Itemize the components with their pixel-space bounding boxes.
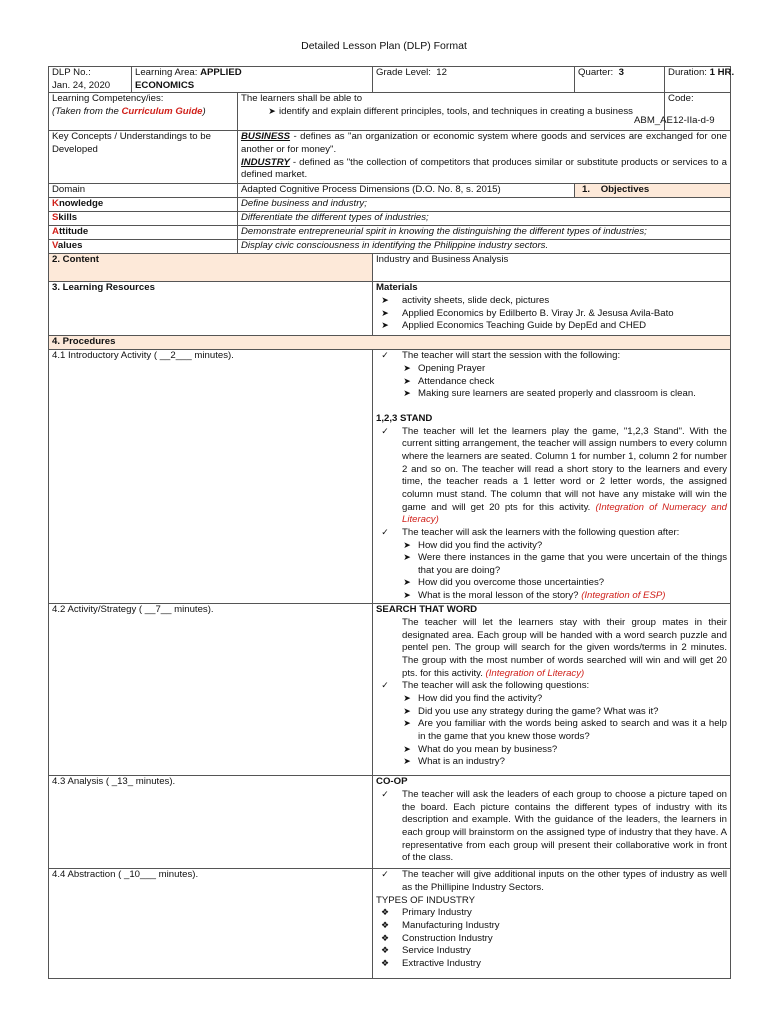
resource-item — [376, 308, 727, 321]
strategy-content — [373, 604, 731, 776]
industry-type-text: Construction Industry — [402, 932, 493, 944]
analysis-minutes: _13_ — [111, 776, 134, 788]
check-bullet-icon: ✓ — [381, 526, 389, 537]
start-item-text: Attendance check — [418, 375, 495, 387]
esp-integration: (Integration of ESP) — [581, 590, 666, 602]
dlp-date: Jan. 24, 2020 — [52, 79, 111, 91]
skills-rest: kills — [58, 212, 78, 224]
arrow-bullet-icon: ➤ — [403, 590, 411, 601]
diamond-bullet-icon: ❖ — [380, 907, 390, 918]
intro-minutes: __2___ — [159, 350, 192, 362]
objectives-header — [575, 184, 731, 198]
dlp-cell — [49, 67, 132, 93]
industry-type-text: Service Industry — [402, 945, 471, 957]
content-label: 2. Content — [49, 254, 373, 282]
question-text: Are you familiar with the words being asked to search and was it a help in the game that you knew those words? — [418, 718, 728, 742]
domain-value: Adapted Cognitive Process Dimensions (D.O. No. 8, s. 2015) — [238, 184, 575, 198]
key-concepts-label: Key Concepts / Understandings to be Developed — [49, 131, 238, 184]
arrow-bullet-icon: ➤ — [403, 743, 411, 754]
arrow-bullet-icon: ➤ — [381, 320, 389, 331]
procedures-label: 4. Procedures — [49, 336, 731, 350]
analysis-row — [49, 776, 731, 869]
question-text: What is an industry? — [418, 756, 505, 768]
question-item — [376, 693, 727, 706]
question-item — [376, 540, 727, 553]
duration-value: 1 HR. — [709, 67, 735, 78]
arrow-bullet-icon: ➤ — [381, 307, 389, 318]
question-item — [376, 744, 727, 757]
skills-label — [49, 212, 238, 226]
header-row — [49, 67, 731, 93]
arrow-bullet-icon: ➤ — [403, 552, 411, 563]
diamond-bullet-icon: ❖ — [380, 932, 390, 943]
start-item-text: Opening Prayer — [418, 362, 486, 374]
resources-label: 3. Learning Resources — [49, 282, 373, 336]
industry-type-text: Primary Industry — [402, 907, 472, 919]
arrow-bullet-icon: ➤ — [403, 756, 411, 767]
industry-type-text: Extractive Industry — [402, 957, 481, 969]
arrow-bullet-icon: ➤ — [268, 105, 276, 116]
industry-type-text: Manufacturing Industry — [402, 919, 500, 931]
knowledge-rest: nowledge — [58, 198, 104, 210]
question-item — [376, 718, 727, 743]
strategy-title: SEARCH THAT WORD — [376, 604, 478, 616]
dlp-no-label: DLP No.: — [52, 67, 91, 78]
code-cell — [634, 93, 731, 131]
code-label: Code: — [668, 93, 694, 105]
grade-level-value: 12 — [436, 67, 447, 78]
industry-type-item — [376, 920, 727, 933]
question-item — [376, 706, 727, 719]
resource-item — [376, 320, 727, 333]
skills-cap: S — [52, 212, 59, 224]
content-value: Industry and Business Analysis — [373, 254, 731, 282]
arrow-bullet-icon: ➤ — [403, 718, 411, 729]
resources-value-cell — [373, 282, 731, 336]
question-item — [376, 756, 727, 769]
question-text: How did you find the activity? — [418, 692, 543, 704]
competency-value-cell — [238, 93, 665, 131]
resource-item-text: Applied Economics Teaching Guide by DepEd and CHED — [402, 320, 647, 332]
taken-from-prefix: (Taken from the — [52, 105, 122, 117]
learning-area-label: Learning Area: — [135, 67, 198, 78]
check-bullet-icon: ✓ — [381, 350, 389, 361]
abstraction-minutes: _10___ — [124, 869, 157, 881]
arrow-bullet-icon: ➤ — [381, 294, 389, 305]
attitude-rest: ttitude — [58, 226, 89, 238]
strategy-row — [49, 604, 731, 776]
question-text: What is the moral lesson of the story? — [418, 590, 582, 602]
game-integration: (Integration of Numeracy and Literacy) — [402, 501, 728, 526]
values-rest: alues — [57, 240, 83, 252]
resource-item-text: activity sheets, slide deck, pictures — [402, 294, 550, 306]
start-item-text: Making sure learners are seated properly and classroom is clean. — [418, 388, 696, 400]
check-bullet-icon: ✓ — [381, 680, 389, 691]
industry-type-item — [376, 958, 727, 971]
game-description: The teacher will let the learners play the game, "1,2,3 Stand". With the current sitting arrangement, the teacher will assign numbers to every column where the learners are seated. Column 1 for number 1, column 2 for number 2 and so on. The teacher will read a short story to the learners and every time, the teacher reads a 1 letter word or 2 letter words, the assigned column must stand. The column that will not have any mistake will win the game and will get 20 pts for this activity. — [402, 425, 728, 513]
skills-value: Differentiate the different types of industries; — [238, 212, 731, 226]
objectives-number: 1. — [582, 184, 591, 196]
analysis-text: The teacher will ask the leaders of each group to choose a picture taped on the board. Each picture contains the different types of industry with its description and example. With the guidance of the leaders, the learners in each group will brainstorm on the assigned type of industry that they have. A representative from each group will present their collaborative work in front of the class. — [402, 788, 728, 864]
key-concepts-row — [49, 131, 731, 184]
competency-intro: The learners shall be able to — [241, 93, 363, 105]
intro-activity-row — [49, 350, 731, 604]
grade-level-cell — [373, 67, 575, 93]
question-item — [376, 552, 727, 577]
values-cap: V — [52, 240, 58, 252]
duration-cell — [665, 67, 735, 93]
question-item — [376, 577, 727, 590]
industry-definition: - defined as "the collection of competitors that produces similar or substitute products or services to a defined market. — [241, 156, 728, 181]
arrow-bullet-icon: ➤ — [403, 388, 411, 399]
learning-area-cell — [132, 67, 373, 93]
start-item — [376, 376, 727, 389]
attitude-label — [49, 226, 238, 240]
competency-label-cell — [49, 93, 238, 131]
content-row — [49, 254, 731, 282]
abstraction-label — [49, 869, 373, 979]
learning-area-value-2: ECONOMICS — [135, 79, 195, 91]
attitude-row — [49, 226, 731, 240]
strategy-label-suffix: minutes). — [171, 604, 214, 616]
game-title: 1,2,3 STAND — [376, 412, 433, 424]
values-label — [49, 240, 238, 254]
knowledge-row — [49, 198, 731, 212]
analysis-label-prefix: 4.3 Analysis ( — [52, 776, 112, 788]
quarter-label: Quarter: — [578, 67, 614, 78]
question-text: How did you overcome those uncertainties? — [418, 577, 605, 589]
intro-activity-content — [373, 350, 731, 604]
abstraction-row — [49, 869, 731, 979]
knowledge-cap: K — [52, 198, 59, 210]
diamond-bullet-icon: ❖ — [380, 919, 390, 930]
business-term: BUSINESS — [241, 131, 291, 143]
values-value: Display civic consciousness in identifying the Philippine industry sectors. — [238, 240, 731, 254]
domain-row — [49, 184, 731, 198]
diamond-bullet-icon: ❖ — [380, 945, 390, 956]
competency-label: Learning Competency/ies: — [52, 93, 164, 105]
curriculum-guide-text: Curriculum Guide — [121, 105, 203, 117]
abstraction-content — [373, 869, 731, 979]
check-bullet-icon: ✓ — [381, 869, 389, 880]
intro-activity-label — [49, 350, 373, 604]
start-item — [376, 388, 727, 401]
objectives-label: Objectives — [600, 184, 650, 196]
analysis-content — [373, 776, 731, 869]
resource-item-text: Applied Economics by Edilberto B. Viray Jr. & Jesusa Avila-Bato — [402, 307, 674, 319]
abstraction-label-suffix: minutes). — [156, 869, 199, 881]
abstraction-label-prefix: 4.4 Abstraction ( — [52, 869, 124, 881]
learning-area-value: APPLIED — [200, 67, 242, 78]
check-bullet-icon: ✓ — [381, 788, 389, 799]
resources-row — [49, 282, 731, 336]
attitude-cap: A — [52, 226, 59, 238]
analysis-title: CO-OP — [376, 776, 408, 788]
strategy-integration: (Integration of Literacy) — [485, 667, 585, 679]
diamond-bullet-icon: ❖ — [380, 957, 390, 968]
attitude-value: Demonstrate entrepreneurial spirit in knowing the distinguishing the different types of industries; — [238, 226, 731, 240]
knowledge-label — [49, 198, 238, 212]
arrow-bullet-icon: ➤ — [403, 692, 411, 703]
domain-label: Domain — [49, 184, 238, 198]
taken-from-suffix: ) — [202, 105, 206, 117]
document-title: Detailed Lesson Plan (DLP) Format — [301, 40, 467, 52]
industry-type-item — [376, 933, 727, 946]
arrow-bullet-icon: ➤ — [403, 539, 411, 550]
quarter-value: 3 — [618, 67, 624, 78]
start-item — [376, 363, 727, 376]
procedures-row — [49, 336, 731, 350]
duration-label: Duration: — [668, 67, 707, 78]
grade-level-label: Grade Level: — [376, 67, 431, 78]
strategy-label-prefix: 4.2 Activity/Strategy ( — [52, 604, 145, 616]
industry-term: INDUSTRY — [241, 156, 290, 168]
competency-item: identify and explain different principles, tools, and techniques in creating a business — [279, 105, 633, 117]
values-row — [49, 240, 731, 254]
competency-row — [49, 93, 731, 131]
types-label: TYPES OF INDUSTRY — [376, 894, 475, 906]
strategy-minutes: __7__ — [144, 604, 172, 616]
strategy-ask-text: The teacher will ask the following questions: — [402, 680, 590, 692]
arrow-bullet-icon: ➤ — [403, 705, 411, 716]
arrow-bullet-icon: ➤ — [403, 375, 411, 386]
strategy-text: The teacher will let the learners stay with their group mates in their designated area. Each group will be handed with a word search puzzle and pentel pen. The group will search for the given words/terms in 2 minutes. The group with the most number of words searched will win and will get 20 pts. for this activity. — [402, 616, 728, 679]
arrow-bullet-icon: ➤ — [403, 577, 411, 588]
intro-label-suffix: minutes). — [191, 350, 234, 362]
knowledge-value: Define business and industry; — [238, 198, 731, 212]
business-definition: - defines as "an organization or economic system where goods and services are exchanged for one another or for money". — [241, 131, 728, 155]
resource-item — [376, 295, 727, 308]
arrow-bullet-icon: ➤ — [403, 362, 411, 373]
strategy-label — [49, 604, 373, 776]
check-bullet-icon: ✓ — [381, 425, 389, 436]
key-concepts-value-cell — [238, 131, 731, 184]
question-text: How did you find the activity? — [418, 539, 543, 551]
ask-text: The teacher will ask the learners with the following question after: — [402, 526, 680, 538]
industry-type-item — [376, 945, 727, 958]
question-text: Did you use any strategy during the game? What was it? — [418, 705, 659, 717]
question-text: What do you mean by business? — [418, 743, 558, 755]
question-item — [376, 590, 727, 603]
code-value: ABM_AE12-IIa-d-9 — [634, 114, 715, 126]
question-text: Were there instances in the game that you were uncertain of the things that you are doing? — [418, 552, 728, 576]
abstraction-text: The teacher will give additional inputs on the other types of industry as well as the Phillipine Industry Sectors. — [402, 869, 728, 893]
skills-row — [49, 212, 731, 226]
start-text: The teacher will start the session with the following: — [402, 350, 621, 362]
analysis-label-suffix: minutes). — [133, 776, 176, 788]
analysis-label — [49, 776, 373, 869]
intro-label-prefix: 4.1 Introductory Activity ( — [52, 350, 160, 362]
industry-type-item — [376, 907, 727, 920]
lesson-plan-table — [48, 66, 735, 979]
quarter-cell — [575, 67, 665, 93]
materials-label: Materials — [376, 282, 418, 294]
